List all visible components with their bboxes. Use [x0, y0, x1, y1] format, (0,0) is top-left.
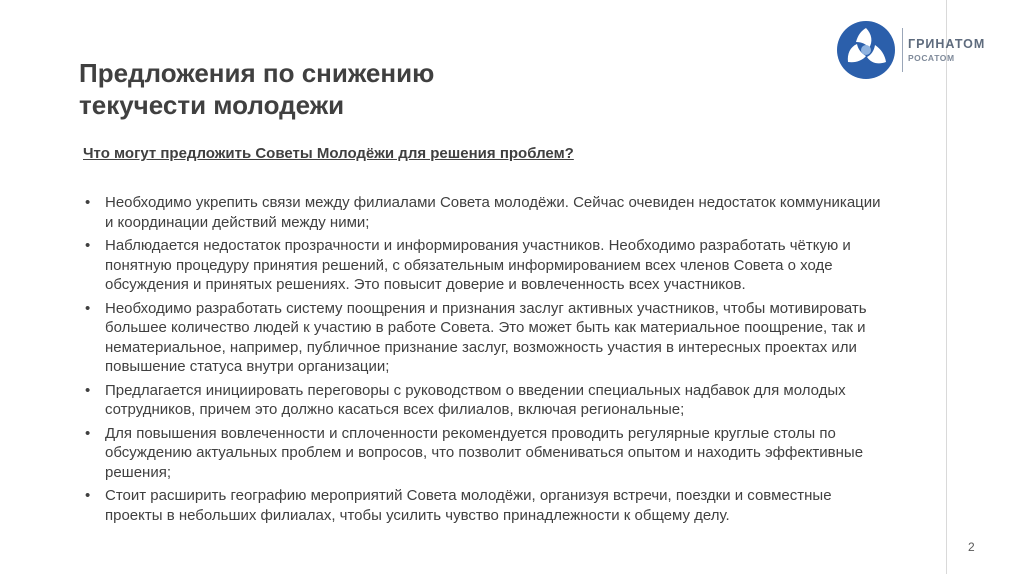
slide-title — [79, 57, 679, 121]
list-item-line: Стоит расширить географию мероприятий Совета молодёжи, организуя встречи, поездки и совместные — [105, 487, 832, 504]
slide-title-line-1: Предложения по снижению — [79, 58, 435, 88]
bullet-marker: • — [85, 424, 91, 442]
list-item-line: проекты в небольших филиалах, чтобы усилить чувство принадлежности к общему делу. — [105, 506, 730, 524]
list-item-line: Наблюдается недостаток прозрачности и информирования участников. Необходимо разработать чёткую и — [105, 237, 851, 254]
company-logo — [836, 20, 996, 80]
slide-title-line-2: текучести молодежи — [79, 90, 345, 120]
list-item-line: Необходимо разработать систему поощрения и признания заслуг активных участников, чтобы мотивировать — [105, 299, 867, 317]
list-item-line: Для повышения вовлеченности и сплоченности рекомендуется проводить регулярные круглые столы по — [105, 424, 836, 442]
bullet-marker: • — [85, 194, 91, 211]
page-number: 2 — [968, 540, 975, 554]
bullet-marker: • — [85, 487, 91, 504]
logo-divider — [902, 28, 903, 72]
list-item-line: сотрудников, причем это должно касаться всех филиалов, включая региональные; — [105, 401, 685, 418]
list-item-line: нематериальное, например, публичное признание заслуг, возможность участия в интересных проектах или — [105, 338, 857, 356]
list-item — [85, 486, 985, 525]
list-item-line: и координации действий между ними; — [105, 213, 370, 231]
list-item — [85, 381, 985, 420]
proposal-list — [85, 193, 985, 529]
bullet-marker: • — [85, 299, 91, 317]
list-item — [85, 424, 985, 483]
list-item — [85, 299, 985, 377]
list-item — [85, 236, 985, 295]
rosatom-atom-icon — [836, 20, 896, 80]
list-item-line: Предлагается инициировать переговоры с руководством о введении специальных надбавок для молодых — [105, 381, 846, 399]
list-item — [85, 193, 985, 232]
slide-subtitle: Что могут предложить Советы Молодёжи для решения проблем? — [83, 145, 574, 162]
list-item-line: решения; — [105, 463, 172, 481]
logo-company-subtitle: РОСАТОМ — [908, 53, 955, 63]
logo-company-name: ГРИНАТОМ — [908, 37, 986, 51]
bullet-marker: • — [85, 381, 91, 399]
bullet-marker: • — [85, 237, 91, 254]
list-item-line: Необходимо укрепить связи между филиалами Совета молодёжи. Сейчас очевиден недостаток коммуникации — [105, 194, 881, 211]
list-item-line: обсуждения и принятых решениях. Это повысит доверие и вовлеченность всех участников. — [105, 276, 746, 293]
list-item-line: повышение статуса внутри организации; — [105, 358, 390, 375]
list-item-line: обсуждению актуальных проблем и вопросов, что позволит обмениваться опытом и находить эффективные — [105, 444, 864, 461]
list-item-line: большее количество людей к участию в работе Совета. Это может быть как материальное поощрение, так и — [105, 319, 866, 336]
list-item-line: понятную процедуру принятия решений, с обязательным информированием всех членов Совета о ходе — [105, 256, 833, 274]
